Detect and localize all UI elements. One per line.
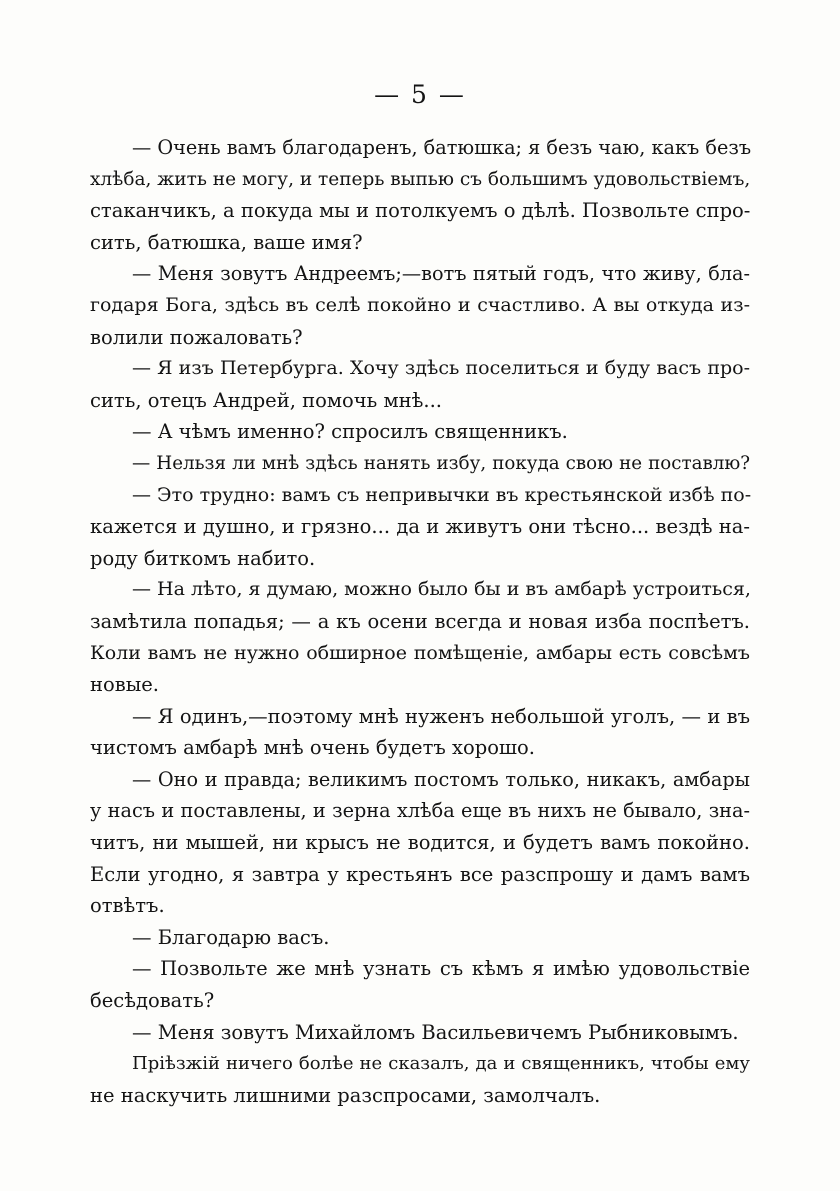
page-number: — 5 — [374,80,466,109]
text-line: хлѣба, жить не могу, и теперь выпью съ большимъ удовольствіемъ, [90,168,751,190]
text-line: Если угодно, я завтра у крестьянъ все разспрошу и дамъ вамъ [90,862,750,886]
text-line: читъ, ни мышей, ни крысъ не водится, и будетъ вамъ покойно. [90,831,750,855]
text-line: — Меня зовутъ Андреемъ;—вотъ пятый годъ, что живу, бла- [132,262,750,286]
text-line: — Оно и правда; великимъ постомъ только, никакъ, амбары [132,767,750,791]
text-line: Пріѣзжій ничего болѣе не сказалъ, да и священникъ, чтобы ему [132,1053,750,1075]
text-line: у насъ и поставлены, и зерна хлѣба еще въ нихъ не бывало, зна- [90,799,750,823]
text-line: — Меня зовутъ Михайломъ Васильевичемъ Рыбниковымъ. [132,1020,739,1044]
text-line: годаря Бога, здѣсь въ селѣ покойно и счастливо. А вы откуда из- [90,293,750,316]
text-line: — Позвольте же мнѣ узнать съ кѣмъ я имѣю удовольствіе [132,957,750,981]
body-text [90,132,750,1111]
text-line: замѣтила попадья; — а къ осени всегда и новая изба поспѣетъ. [90,609,750,633]
text-line: — Очень вамъ благодаренъ, батюшка; я безъ чаю, какъ безъ [132,136,752,159]
text-line: — Благодарю васъ. [132,925,330,949]
text-line: чистомъ амбарѣ мнѣ очень будетъ хорошо. [90,736,535,760]
text-line: новые. [90,673,159,697]
text-line: стаканчикъ, а покуда мы и потолкуемъ о дѣлѣ. Позвольте спро- [90,199,751,223]
text-line: кажется и душно, и грязно... да и живутъ они тѣсно... вездѣ на- [90,515,750,539]
text-line: волили пожаловать? [90,325,303,349]
text-line: бесѣдовать? [90,989,215,1013]
text-line: — А чѣмъ именно? спросилъ священникъ. [132,420,568,444]
text-line: сить, батюшка, ваше имя? [90,230,363,254]
text-line: не наскучить лишними разспросами, замолчалъ. [90,1083,601,1107]
text-line: — Это трудно: вамъ съ непривычки въ крестьянской избѣ по- [132,483,752,506]
text-line: — Нельзя ли мнѣ здѣсь нанять избу, покуда свою не поставлю? [132,452,750,474]
text-line: роду биткомъ набито. [90,546,316,570]
text-line: — Я изъ Петербурга. Хочу здѣсь поселиться и буду васъ про- [132,357,750,380]
text-line: — На лѣто, я думаю, можно было бы и въ амбарѣ устроиться, [132,578,751,601]
text-line: Коли вамъ не нужно обширное помѣщеніе, амбары есть совсѣмъ [90,641,750,664]
text-line: сить, отецъ Андрей, помочь мнѣ... [90,388,442,412]
text-line: отвѣтъ. [90,894,165,918]
text-line: — Я одинъ,—поэтому мнѣ нуженъ небольшой уголъ, — и въ [132,704,750,728]
